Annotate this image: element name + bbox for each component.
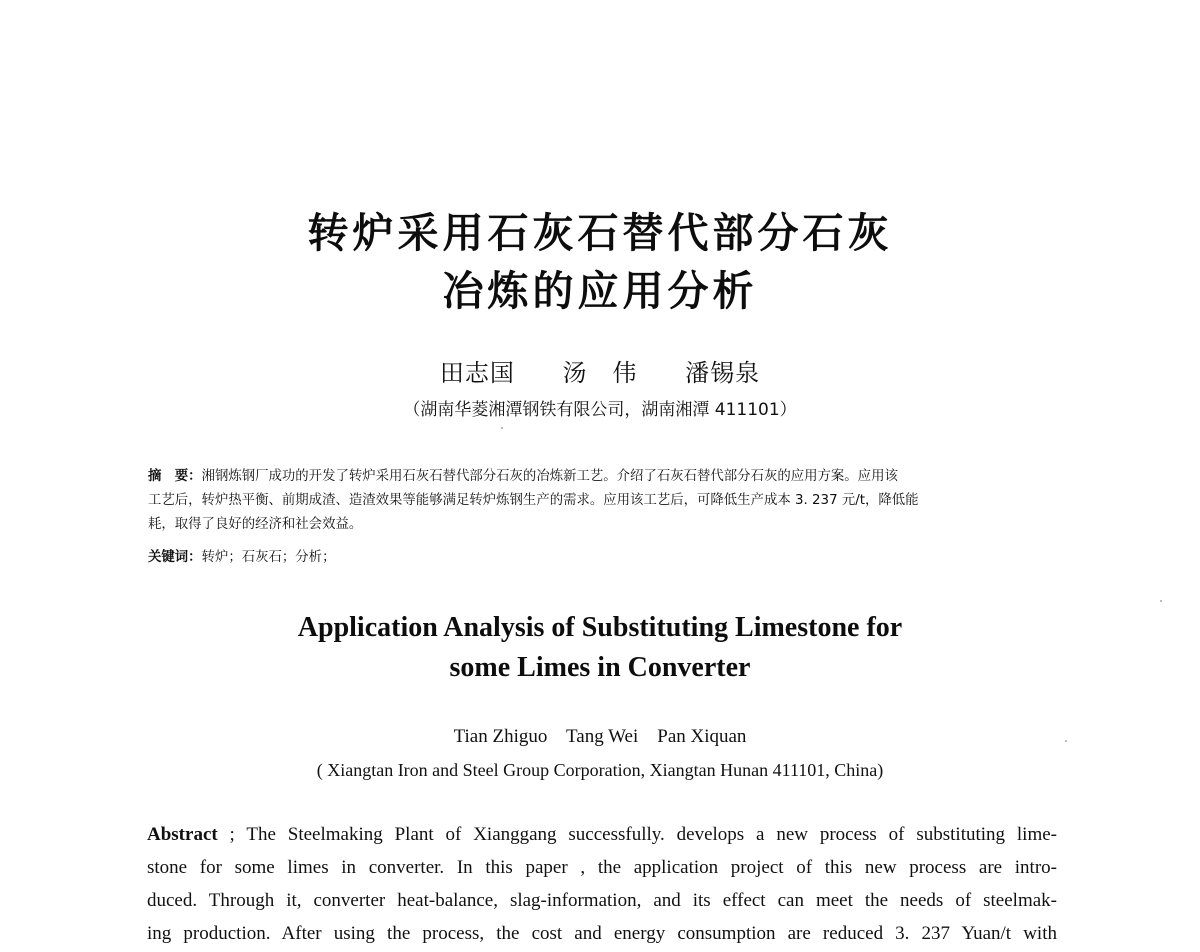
scan-speck [1160,600,1162,602]
chinese-abstract [148,465,1058,537]
chinese-title-line-1: 转炉采用石灰石替代部分石灰 [307,209,893,257]
chinese-abstract-text-1: 湘钢炼钢厂成功的开发了转炉采用石灰石替代部分石灰的冶炼新工艺。介绍了石灰石替代部分石灰的应用方案。应用该 [201,469,898,484]
english-abstract-sep: ; [217,824,247,845]
chinese-keywords-label: 关键词： [148,550,202,565]
chinese-abstract-line-2: 工艺后，转炉热平衡、前期成渣、造渣效果等能够满足转炉炼钢生产的需求。应用该工艺后，可降低生产成本 3. 237 元/t，降低能 [148,493,919,508]
english-abstract-text-1: The Steelmaking Plant of Xianggang successfully. develops a new process of substituting lime- [246,824,1057,845]
english-title [0,608,1200,688]
chinese-abstract-line-3: 耗，取得了良好的经济和社会效益。 [148,517,363,532]
english-abstract [147,818,1057,950]
english-authors: Tian Zhiguo Tang Wei Pan Xiquan [453,726,747,747]
english-abstract-label: Abstract [147,824,218,845]
scan-speck [501,427,503,429]
chinese-keywords [148,546,335,570]
english-abstract-line-4: ing production. After using the process, the cost and energy consumption are reduced 3. 237 Yuan/t with [147,923,1057,944]
chinese-authors: 田志国 汤 伟 潘锡泉 [439,359,761,387]
chinese-abstract-label: 摘 要： [148,469,202,484]
english-abstract-line-3: duced. Through it, converter heat-balance, slag-information, and its effect can meet the needs of steelmak- [147,890,1057,911]
english-abstract-line-2: stone for some limes in converter. In this paper , the application project of this new process are intro- [147,857,1057,878]
chinese-abstract-line-1 [148,465,1058,489]
chinese-title [0,204,1200,320]
english-title-line-2: some Limes in Converter [449,652,751,683]
english-abstract-line-1 [147,818,1057,851]
chinese-keywords-text: 转炉；石灰石；分析； [201,550,336,565]
scan-speck [1065,740,1067,742]
english-affiliation: ( Xiangtan Iron and Steel Group Corporation, Xiangtan Hunan 411101, China) [316,760,884,780]
chinese-affiliation: （湖南华菱湘潭钢铁有限公司，湖南湘潭 411101） [403,400,797,420]
chinese-title-line-2: 冶炼的应用分析 [442,267,758,315]
english-title-line-1: Application Analysis of Substituting Limestone for [297,612,903,643]
